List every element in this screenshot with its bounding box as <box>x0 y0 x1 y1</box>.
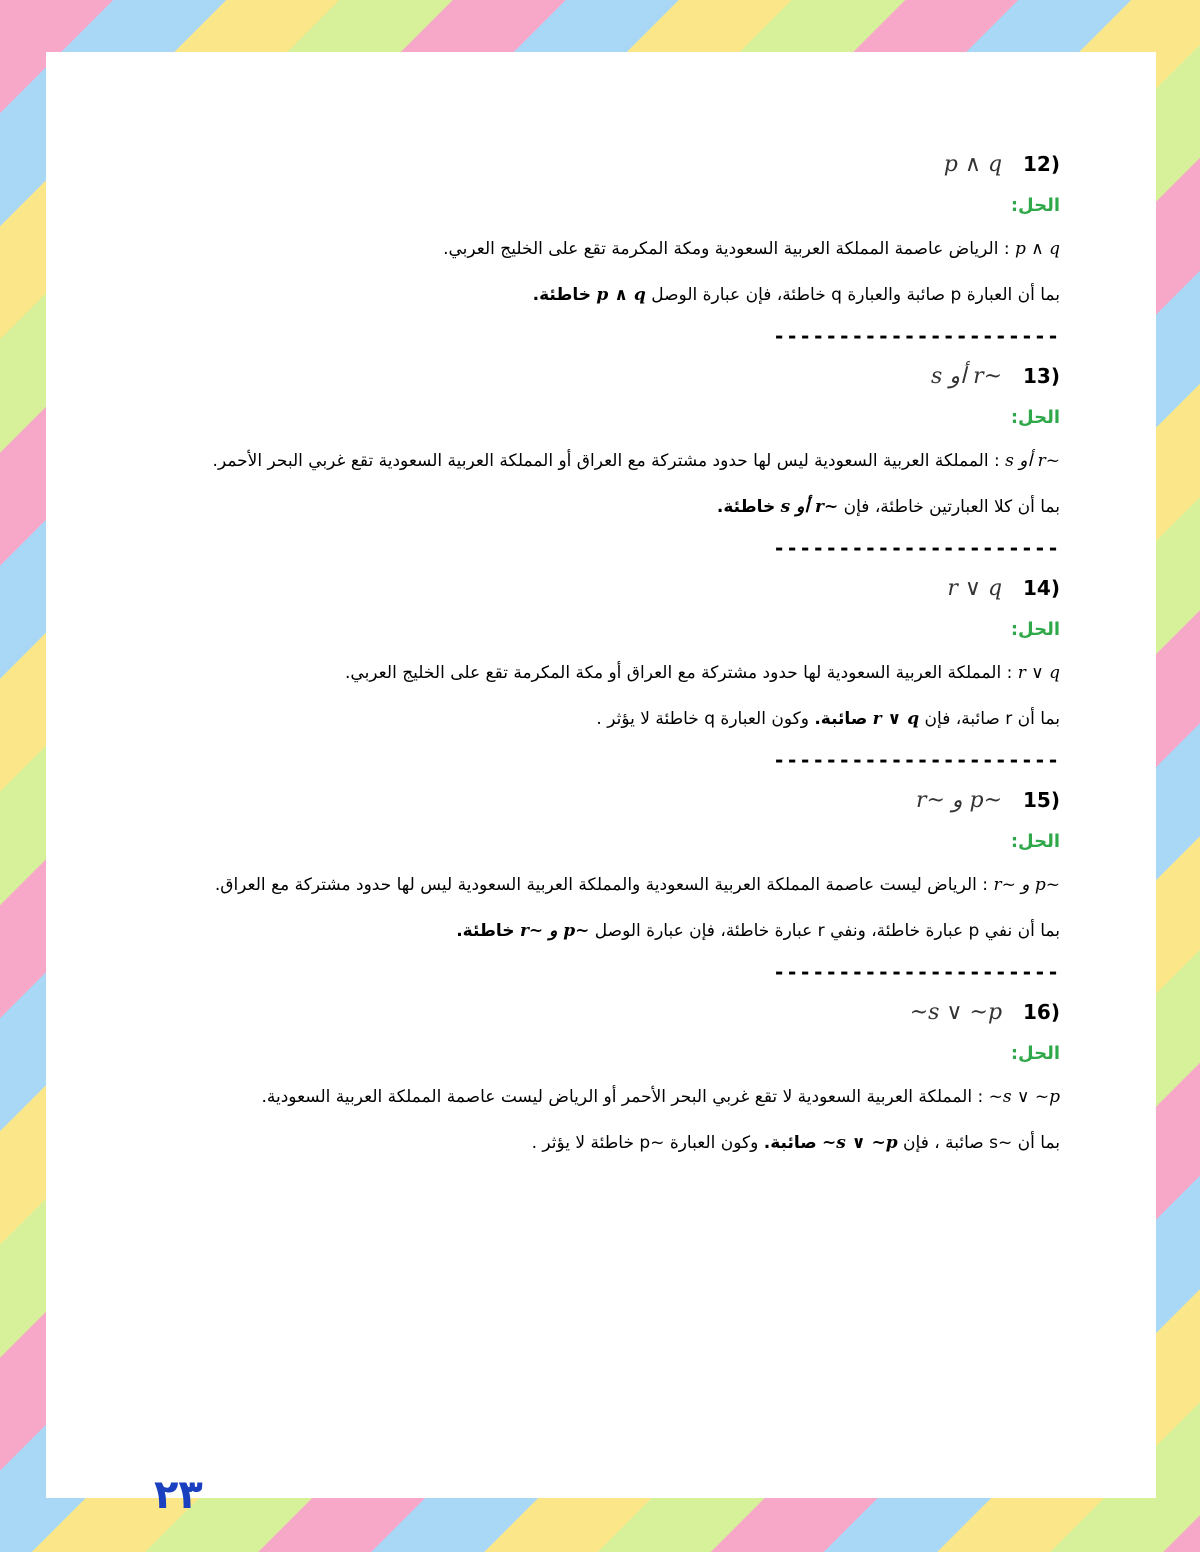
statement-symbol: r ∨ q <box>1017 663 1060 683</box>
problem-number: (12 <box>1023 152 1060 176</box>
result-expression: ~p و ~r <box>519 921 590 941</box>
statement-text: : المملكة العربية السعودية لا تقع غربي البحر الأحمر أو الرياض ليست عاصمة المملكة العربية السعودية. <box>261 1087 984 1107</box>
result-word: صائبة. <box>814 709 868 729</box>
problem-expression: ~r أو s <box>931 364 1003 389</box>
reason-line <box>156 1120 1060 1166</box>
problem-14-heading <box>156 566 1060 610</box>
statement-text: : المملكة العربية السعودية ليس لها حدود مشتركة مع العراق أو المملكة العربية السعودية تقع غربي البحر الأحمر. <box>212 451 1000 471</box>
solutions-content <box>156 142 1060 1166</box>
problem-expression: p ∧ q <box>943 152 1003 177</box>
problem-16-heading <box>156 990 1060 1034</box>
solution-label: الحل: <box>1010 195 1060 216</box>
reason-text: بما أن r صائبة، فإن <box>924 709 1060 729</box>
result-expression: r ∨ q <box>872 709 920 729</box>
solution-label: الحل: <box>1010 619 1060 640</box>
result-word: خاطئة. <box>532 285 591 305</box>
problem-expression: r ∨ q <box>947 576 1003 601</box>
reason-line <box>156 484 1060 530</box>
problem-15-heading <box>156 778 1060 822</box>
tail-text: وكون العبارة ~p خاطئة لا يؤثر . <box>531 1133 759 1153</box>
statement-symbol: ~s ∨ ~p <box>988 1087 1060 1107</box>
solution-label: الحل: <box>1010 1043 1060 1064</box>
reason-text: بما أن ~s صائبة ، فإن <box>903 1133 1060 1153</box>
problem-number: (14 <box>1023 576 1060 600</box>
result-word: صائبة. <box>763 1133 817 1153</box>
problem-number: (16 <box>1023 1000 1060 1024</box>
problem-13-heading <box>156 354 1060 398</box>
tail-text: وكون العبارة q خاطئة لا يؤثر . <box>596 709 809 729</box>
result-word: خاطئة. <box>456 921 515 941</box>
statement-line <box>156 862 1060 908</box>
result-expression: p ∧ q <box>596 285 646 305</box>
statement-line <box>156 1074 1060 1120</box>
statement-line <box>156 438 1060 484</box>
separator: ---------------------- <box>773 536 1060 560</box>
solution-label: الحل: <box>1010 831 1060 852</box>
reason-line <box>156 272 1060 318</box>
statement-symbol: p ∧ q <box>1014 239 1060 259</box>
statement-symbol: ~p و ~r <box>993 875 1060 895</box>
problem-number: (15 <box>1023 788 1060 812</box>
reason-text: بما أن العبارة p صائبة والعبارة q خاطئة، فإن عبارة الوصل <box>651 285 1060 305</box>
separator: ---------------------- <box>773 324 1060 348</box>
reason-text: بما أن كلا العبارتين خاطئة، فإن <box>843 497 1060 517</box>
reason-line <box>156 696 1060 742</box>
separator: ---------------------- <box>773 748 1060 772</box>
statement-text: : المملكة العربية السعودية لها حدود مشتركة مع العراق أو مكة المكرمة تقع على الخليج العربي. <box>345 663 1013 683</box>
reason-line <box>156 908 1060 954</box>
problem-expression: ~p و ~r <box>915 788 1003 813</box>
page-number: ٢٣ <box>154 1472 203 1518</box>
statement-text: : الرياض ليست عاصمة المملكة العربية السعودية والمملكة العربية السعودية ليس لها حدود مشتركة مع العراق. <box>214 875 989 895</box>
result-expression: ~r أو s <box>780 497 839 517</box>
solution-label: الحل: <box>1010 407 1060 428</box>
statement-text: : الرياض عاصمة المملكة العربية السعودية ومكة المكرمة تقع على الخليج العربي. <box>443 239 1010 259</box>
problem-12-heading <box>156 142 1060 186</box>
separator: ---------------------- <box>773 960 1060 984</box>
problem-expression: ~s ∨ ~p <box>909 1000 1003 1025</box>
problem-number: (13 <box>1023 364 1060 388</box>
statement-line <box>156 226 1060 272</box>
document-page <box>46 52 1156 1518</box>
reason-text: بما أن نفي p عبارة خاطئة، ونفي r عبارة خاطئة، فإن عبارة الوصل <box>594 921 1060 941</box>
result-word: خاطئة. <box>716 497 776 517</box>
statement-symbol: ~r أو s <box>1005 451 1060 471</box>
statement-line <box>156 650 1060 696</box>
result-expression: ~s ∨ ~p <box>822 1133 898 1153</box>
